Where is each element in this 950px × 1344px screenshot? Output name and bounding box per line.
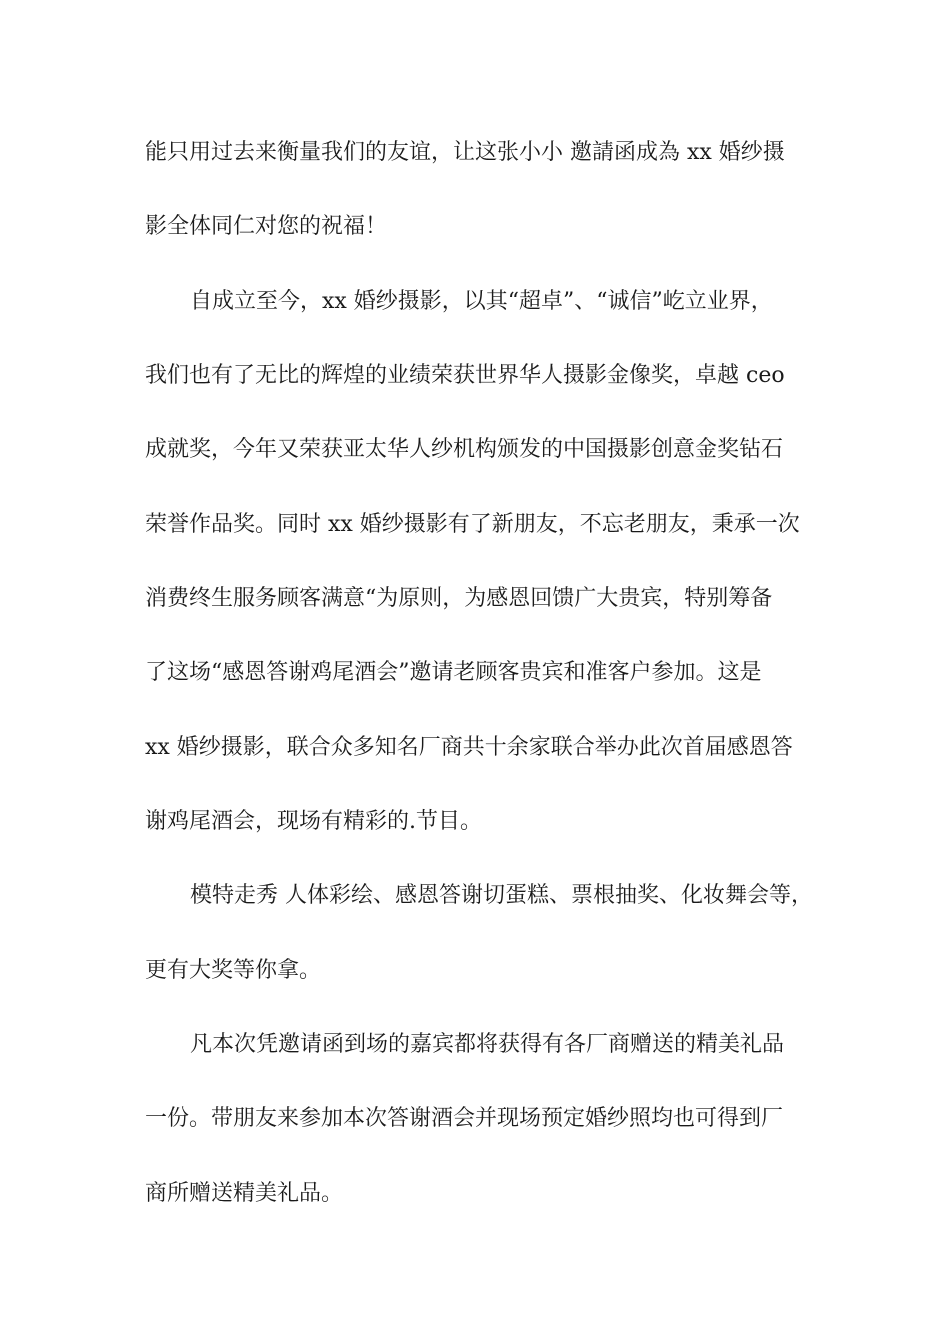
text-line: xx 婚纱摄影，联合众多知名厂商共十余家联合举办此次首届感恩答 [145, 735, 793, 760]
text-line: 消费终生服务顾客满意“为原则，为感恩回馈广大贵宾，特别筹备 [145, 586, 773, 611]
text-line: 荣誉作品奖。同时 xx 婚纱摄影有了新朋友，不忘老朋友，秉承一次 [145, 512, 800, 537]
text-line: 影全体同仁对您的祝福！ [145, 214, 388, 239]
paragraph-start-line: 自成立至今，xx 婚纱摄影，以其“超卓”、“诚信”屹立业界， [190, 289, 773, 314]
paragraph-start-line: 模特走秀 人体彩绘、感恩答谢切蛋糕、票根抽奖、化妆舞会等， [190, 883, 813, 908]
text-line: 更有大奖等你拿。 [145, 958, 322, 983]
text-line: 一份。带朋友来参加本次答谢酒会并现场预定婚纱照均也可得到厂 [145, 1106, 784, 1131]
text-line: 能只用过去来衡量我们的友谊，让这张小小 邀請函成為 xx 婚纱摄 [145, 140, 785, 165]
paragraph-start-line: 凡本次凭邀请函到场的嘉宾都将获得有各厂商赠送的精美礼品 [190, 1032, 785, 1057]
text-line: 谢鸡尾酒会，现场有精彩的.节目。 [145, 809, 482, 834]
text-line: 了这场“感恩答谢鸡尾酒会”邀请老顾客贵宾和准客户参加。这是 [145, 660, 762, 685]
text-line: 成就奖，今年又荣获亚太华人纱机构颁发的中国摄影创意金奖钻石 [145, 437, 784, 462]
text-line: 我们也有了无比的辉煌的业绩荣获世界华人摄影金像奖，卓越 ceo [145, 363, 785, 388]
text-line: 商所赠送精美礼品。 [145, 1181, 344, 1206]
